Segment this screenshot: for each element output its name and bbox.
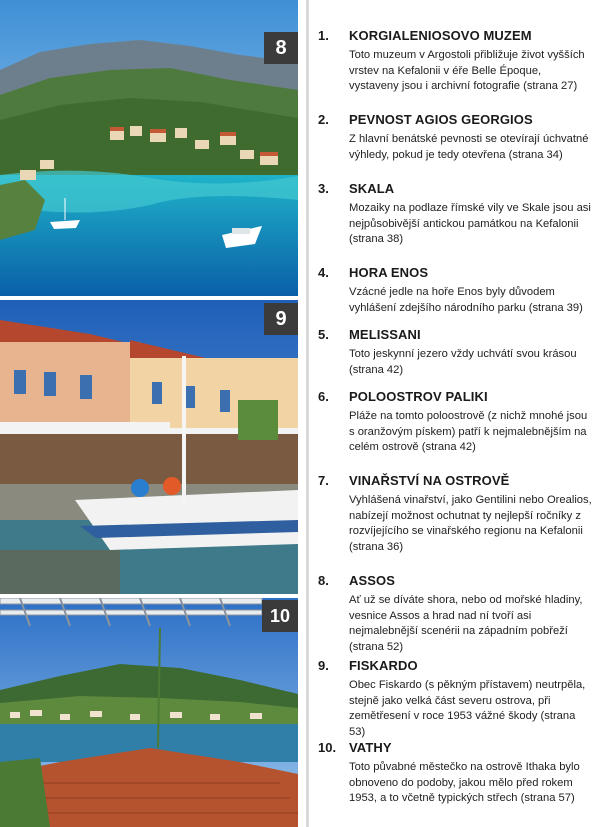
list-item: [318, 265, 594, 327]
list-item: [318, 740, 594, 822]
item-description: Toto půvabné městečko na ostrově Ithaka bylo obnoveno do podoby, jakou mělo před rokem 1953, a to včetně typických střech (strana 57): [349, 761, 580, 805]
item-number: 9.: [318, 658, 329, 673]
item-number: 3.: [318, 181, 329, 196]
item-title: SKALA: [349, 181, 395, 196]
item-number: 7.: [318, 473, 329, 488]
item-title: MELISSANI: [349, 327, 421, 342]
photo-vathy: [0, 598, 298, 827]
list-item: [318, 28, 594, 112]
item-description: Pláže na tomto poloostrově (z nichž mnohé jsou s oranžovým pískem) patří k nejmalebnějším na celém ostrově (strana 42): [349, 410, 588, 454]
list-item: [318, 327, 594, 389]
item-title: KORGIALENIOSOVO MUZEM: [349, 28, 532, 43]
list-item: [318, 389, 594, 473]
item-number: 1.: [318, 28, 329, 43]
item-description: Vzácné jedle na hoře Enos byly důvodem vyhlášení zdejšího národního parku (strana 39): [349, 286, 583, 314]
list-item: [318, 573, 594, 658]
list-item: [318, 181, 594, 265]
vathy-illustration: [0, 598, 298, 827]
item-title: VATHY: [349, 740, 392, 755]
photo-number-badge: 10: [262, 600, 298, 632]
item-description: Toto jeskynní jezero vždy uchvátí svou krásou (strana 42): [349, 348, 577, 376]
photo-assos: [0, 0, 298, 296]
list-item: [318, 473, 594, 573]
item-title: FISKARDO: [349, 658, 418, 673]
photo-column: [0, 0, 298, 827]
photo-number-badge: 9: [264, 303, 298, 335]
item-title: ASSOS: [349, 573, 396, 588]
item-description: Obec Fiskardo (s pěkným přístavem) neutrpěla, stejně jako velká část severu ostrova, při zemětřesení v roce 1953 vážné škody (strana 53): [349, 679, 586, 738]
item-title: VINAŘSTVÍ NA OSTROVĚ: [349, 473, 510, 488]
item-description: Ať už se díváte shora, nebo od mořské hladiny, vesnice Assos a hrad nad ní tvoří asi nejmalebnější scenérii na západním pobřeží (strana 52): [349, 594, 583, 653]
photo-number-badge: 8: [264, 32, 298, 64]
photo-fiskardo: [0, 300, 298, 594]
top-ten-list: [318, 28, 594, 822]
column-divider: [306, 0, 309, 827]
item-number: 4.: [318, 265, 329, 280]
list-item: [318, 112, 594, 181]
list-item: [318, 658, 594, 740]
assos-bay-illustration: [0, 0, 298, 296]
item-title: POLOOSTROV PALIKI: [349, 389, 488, 404]
item-description: Z hlavní benátské pevnosti se otevírají úchvatné výhledy, pokud je tedy otevřena (strana 34): [349, 133, 589, 161]
item-title: PEVNOST AGIOS GEORGIOS: [349, 112, 533, 127]
item-number: 8.: [318, 573, 329, 588]
item-number: 6.: [318, 389, 329, 404]
item-number: 5.: [318, 327, 329, 342]
item-description: Toto muzeum v Argostoli přibližuje život vyšších vrstev na Kefalonii v éře Belle Époque, vystaveny jsou i archivní fotografie (strana 27): [349, 49, 585, 93]
item-title: HORA ENOS: [349, 265, 429, 280]
item-description: Vyhlášená vinařství, jako Gentilini nebo Orealios, nabízejí možnost ochutnat ty nejlepší ročníky z rozvíjejícího se vinařského regionu na Kefalonii (strana 36): [349, 494, 592, 553]
item-number: 2.: [318, 112, 329, 127]
item-number: 10.: [318, 740, 337, 755]
item-description: Mozaiky na podlaze římské vily ve Skale jsou asi nejpůsobivější antickou památkou na Kefalonii (strana 38): [349, 202, 591, 246]
fiskardo-harbour-illustration: [0, 300, 298, 594]
